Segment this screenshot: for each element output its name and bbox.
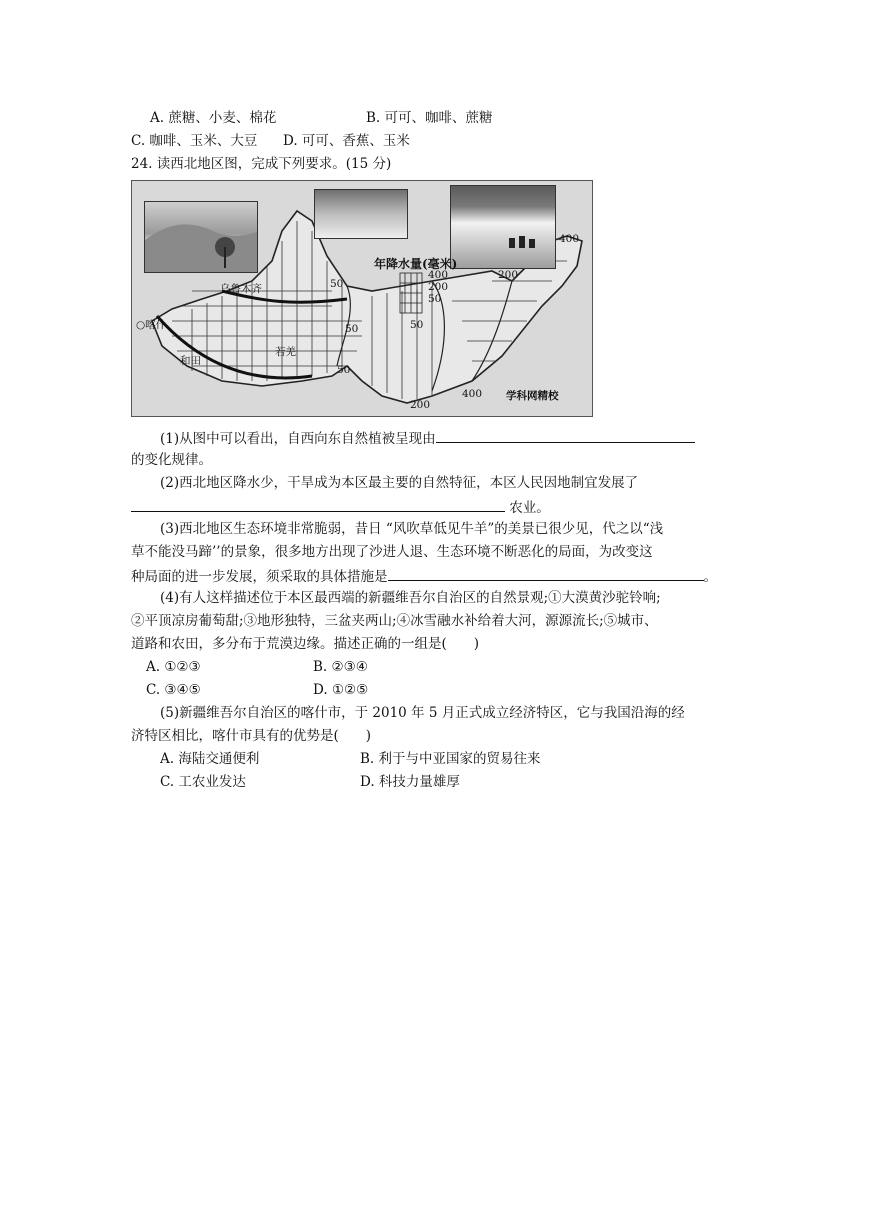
q24-part4-option-c[interactable]: C. ③④⑤	[146, 682, 201, 698]
isohyet-label-50a: 50	[330, 278, 344, 290]
isohyet-label-200a: 200	[498, 269, 519, 281]
city-urumqi-label: 乌鲁木齐	[220, 283, 262, 295]
legend-value-200: 200	[428, 281, 449, 293]
q24-part3-end: 。	[703, 569, 717, 585]
legend-title: 年降水量(毫米)	[374, 257, 458, 271]
q24-part5-option-b[interactable]: B. 利于与中亚国家的贸易往来	[360, 751, 541, 767]
q24-part3-line3	[131, 566, 717, 586]
q24-part5-option-c[interactable]: C. 工农业发达	[160, 774, 246, 790]
desert-photo-art	[145, 202, 257, 272]
desert-photo	[144, 201, 258, 273]
isohyet-label-400a: 400	[462, 388, 483, 400]
grassland-photo	[314, 189, 408, 239]
watermark: 学科网精校	[506, 390, 559, 402]
q24-part4-line2: ②平顶凉房葡萄甜;③地形独特，三盆夹两山;④冰雪融水补给着大河，源源流长;⑤城市、	[131, 613, 658, 629]
q24-part2-line2	[131, 497, 550, 517]
q24-part3-line1: (3)西北地区生态环境非常脆弱，昔日 “风吹草低见牛羊”的美景已很少见，代之以“浅	[160, 521, 664, 537]
isohyet-label-50b: 50	[345, 323, 359, 335]
q24-part4-option-d[interactable]: D. ①②⑤	[313, 682, 369, 698]
city-kashi-label: ○喀什	[136, 319, 167, 331]
q24-part2-suffix: 农业。	[509, 500, 550, 516]
q23-option-d: D. 可可、香蕉、玉米	[283, 133, 410, 149]
forest-photo-art	[451, 186, 555, 268]
city-ruoqiang-label: 若羌	[275, 346, 296, 358]
northwest-map	[131, 180, 593, 417]
q24-part3-blank[interactable]	[388, 566, 704, 581]
q24-part1-line1	[160, 428, 695, 448]
q24-part1-blank[interactable]	[436, 428, 695, 443]
q24-part4-option-a[interactable]: A. ①②③	[146, 659, 201, 675]
isohyet-label-50c: 50	[337, 364, 351, 376]
q24-part5-option-d[interactable]: D. 科技力量雄厚	[360, 774, 460, 790]
city-hetian-label: 和田	[180, 355, 201, 367]
q24-part1-line2: 的变化规律。	[131, 452, 212, 468]
legend-value-400: 400	[428, 269, 449, 281]
q24-part5-line1: (5)新疆维吾尔自治区的喀什市，于 2010 年 5 月正式成立经济特区，它与我国沿海的经	[160, 705, 685, 721]
q24-part5-option-a[interactable]: A. 海陆交通便利	[160, 751, 260, 767]
isohyet-label-50d: 50	[410, 319, 424, 331]
forest-photo	[450, 185, 556, 269]
q24-part1-text: (1)从图中可以看出，自西向东自然植被呈现由	[160, 431, 436, 447]
q24-part4-line1: (4)有人这样描述位于本区最西端的新疆维吾尔自治区的自然景观;①大漠黄沙驼铃响;	[160, 590, 661, 606]
q24-part5-line2: 济特区相比，喀什市具有的优势是( )	[131, 728, 372, 744]
q24-part2-blank[interactable]	[131, 497, 505, 512]
q23-option-a: A. 蔗糖、小麦、棉花	[150, 110, 277, 126]
q24-part3-text: 种局面的进一步发展，须采取的具体措施是	[131, 569, 388, 585]
legend-value-50: 50	[428, 293, 442, 305]
q24-part4-option-b[interactable]: B. ②③④	[313, 659, 368, 675]
q23-option-b: B. 可可、咖啡、蔗糖	[366, 110, 493, 126]
q24-part3-line2: 草不能没马蹄’’的景象，很多地方出现了沙进人退、生态环境不断恶化的局面，为改变这	[131, 544, 653, 560]
isohyet-label-200b: 200	[410, 399, 431, 411]
isohyet-label-400b: 400	[559, 233, 580, 245]
q24-heading: 24. 读西北地区图，完成下列要求。(15 分)	[131, 156, 392, 172]
q23-option-c: C. 咖啡、玉米、大豆	[131, 133, 258, 149]
q24-part2-line1: (2)西北地区降水少，干旱成为本区最主要的自然特征，本区人民因地制宜发展了	[160, 475, 639, 491]
q24-part4-line3: 道路和农田，多分布于荒漠边缘。描述正确的一组是( )	[131, 636, 480, 652]
